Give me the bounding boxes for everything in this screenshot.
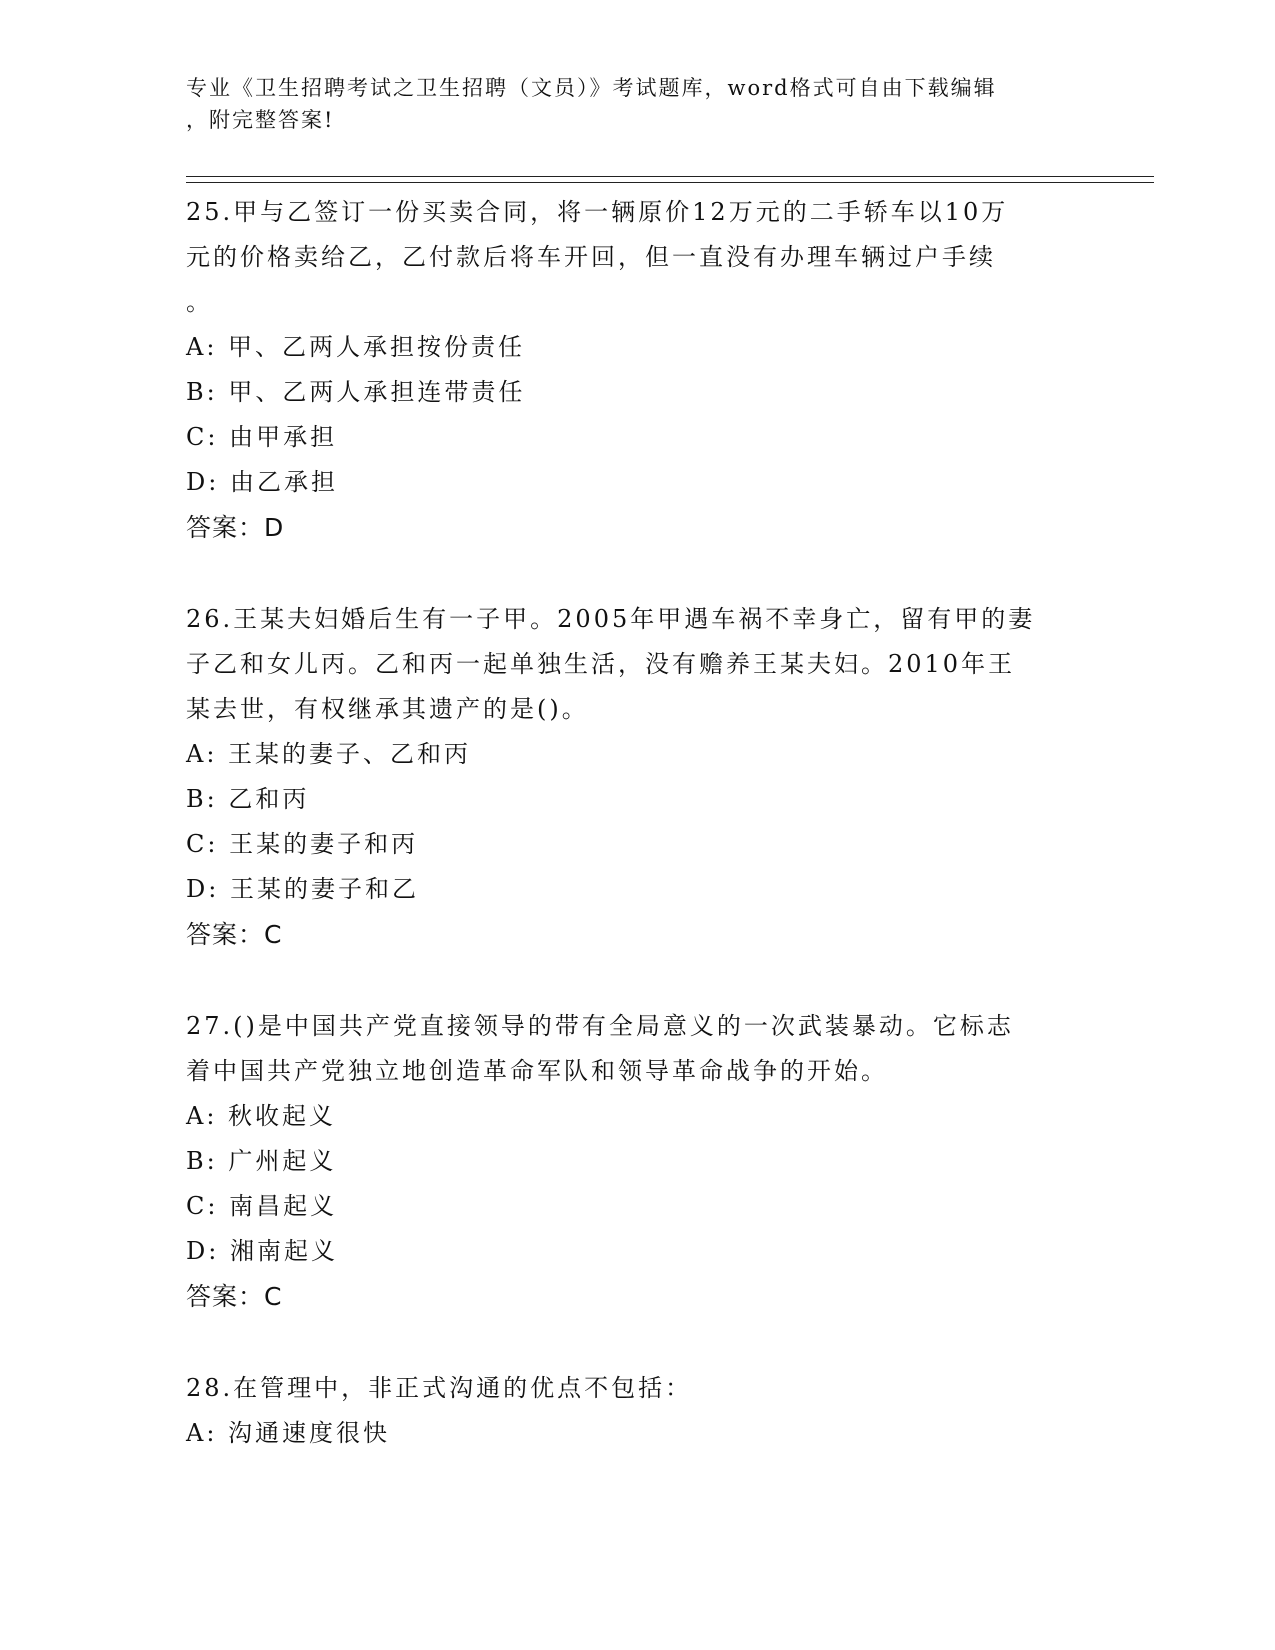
option-c: C: 王某的妻子和丙 [186,830,419,858]
question-text-line: 25.甲与乙签订一份买卖合同，将一辆原价12万元的二手轿车以10万 [186,198,1009,226]
option-d: D: 由乙承担 [186,468,338,496]
option-a: A: 王某的妻子、乙和丙 [186,740,472,768]
header-line-2: ，附完整答案! [186,108,335,132]
option-a: A: 甲、乙两人承担按份责任 [186,333,526,361]
question-text-line: 。 [186,288,213,316]
question-28 [186,1366,1086,1456]
option-a: A: 秋收起义 [186,1102,337,1130]
question-text-line: 着中国共产党独立地创造革命军队和领导革命战争的开始。 [186,1057,888,1085]
question-text-line: 子乙和女儿丙。乙和丙一起单独生活，没有赡养王某夫妇。2010年王 [186,650,1016,678]
answer-label: 答案：C [186,920,283,949]
question-text-line: 27.()是中国共产党直接领导的带有全局意义的一次武装暴动。它标志 [186,1012,1014,1040]
answer-label: 答案：D [186,513,285,542]
option-d: D: 王某的妻子和乙 [186,875,419,903]
option-c: C: 南昌起义 [186,1192,338,1220]
option-b: B: 乙和丙 [186,785,310,813]
document-header [186,72,1086,136]
question-list [186,190,1086,1456]
header-divider [186,176,1154,183]
option-d: D: 湘南起义 [186,1237,338,1265]
question-text-line: 元的价格卖给乙，乙付款后将车开回，但一直没有办理车辆过户手续 [186,243,996,271]
question-text-line: 26.王某夫妇婚后生有一子甲。2005年甲遇车祸不幸身亡，留有甲的妻 [186,605,1036,633]
header-line-1: 专业《卫生招聘考试之卫生招聘（文员）》考试题库，word格式可自由下载编辑 [186,76,997,100]
option-b: B: 广州起义 [186,1147,337,1175]
question-26 [186,597,1086,957]
option-a: A: 沟通速度很快 [186,1419,391,1447]
question-text-line: 28.在管理中，非正式沟通的优点不包括： [186,1374,693,1402]
question-27 [186,1004,1086,1319]
option-c: C: 由甲承担 [186,423,338,451]
option-b: B: 甲、乙两人承担连带责任 [186,378,526,406]
question-25 [186,190,1086,550]
answer-label: 答案：C [186,1282,283,1311]
question-text-line: 某去世，有权继承其遗产的是()。 [186,695,589,723]
